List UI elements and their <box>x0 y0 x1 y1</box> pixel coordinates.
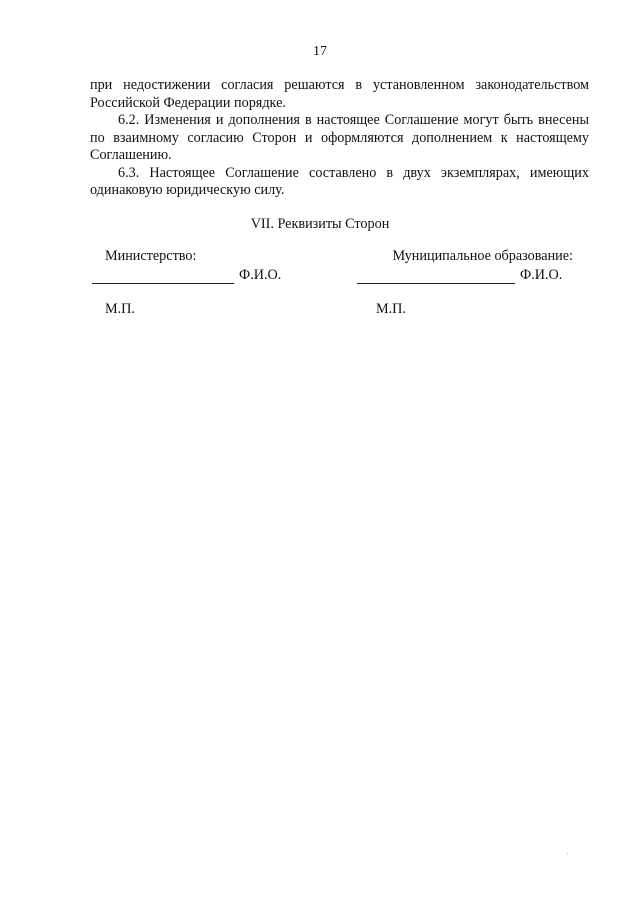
signature-line <box>92 269 234 284</box>
signature-party-label: Муниципальное образование: <box>392 248 573 264</box>
scan-speck <box>567 853 568 854</box>
signature-line-row <box>105 267 335 284</box>
signature-line <box>357 269 515 284</box>
body-text <box>90 77 589 200</box>
page-number: 17 <box>313 44 327 59</box>
signature-name-label: Ф.И.О. <box>520 267 563 283</box>
paragraph-6-3: 6.3. Настоящее Соглашение составлено в двух экземплярах, имеющих одинаковую юридическую силу. <box>90 164 589 198</box>
paragraph-continuation: при недостижении согласия решаются в установленном законодательством Российской Федерации порядке. <box>90 77 589 111</box>
stamp-place-ministry: М.П. <box>105 301 135 317</box>
section-title: VII. Реквизиты Сторон <box>250 216 390 232</box>
signature-party-label: Министерство: <box>105 248 197 264</box>
signature-block-municipality <box>355 248 595 284</box>
stamp-place-municipality: М.П. <box>376 301 406 317</box>
signature-line-row <box>355 267 595 284</box>
paragraph-6-2: 6.2. Изменения и дополнения в настоящее Соглашение могут быть внесены по взаимному согласию Сторон и оформляются дополнением к настоящему Соглашению. <box>90 112 589 163</box>
signature-name-label: Ф.И.О. <box>239 267 282 283</box>
signature-block-ministry <box>105 248 335 284</box>
